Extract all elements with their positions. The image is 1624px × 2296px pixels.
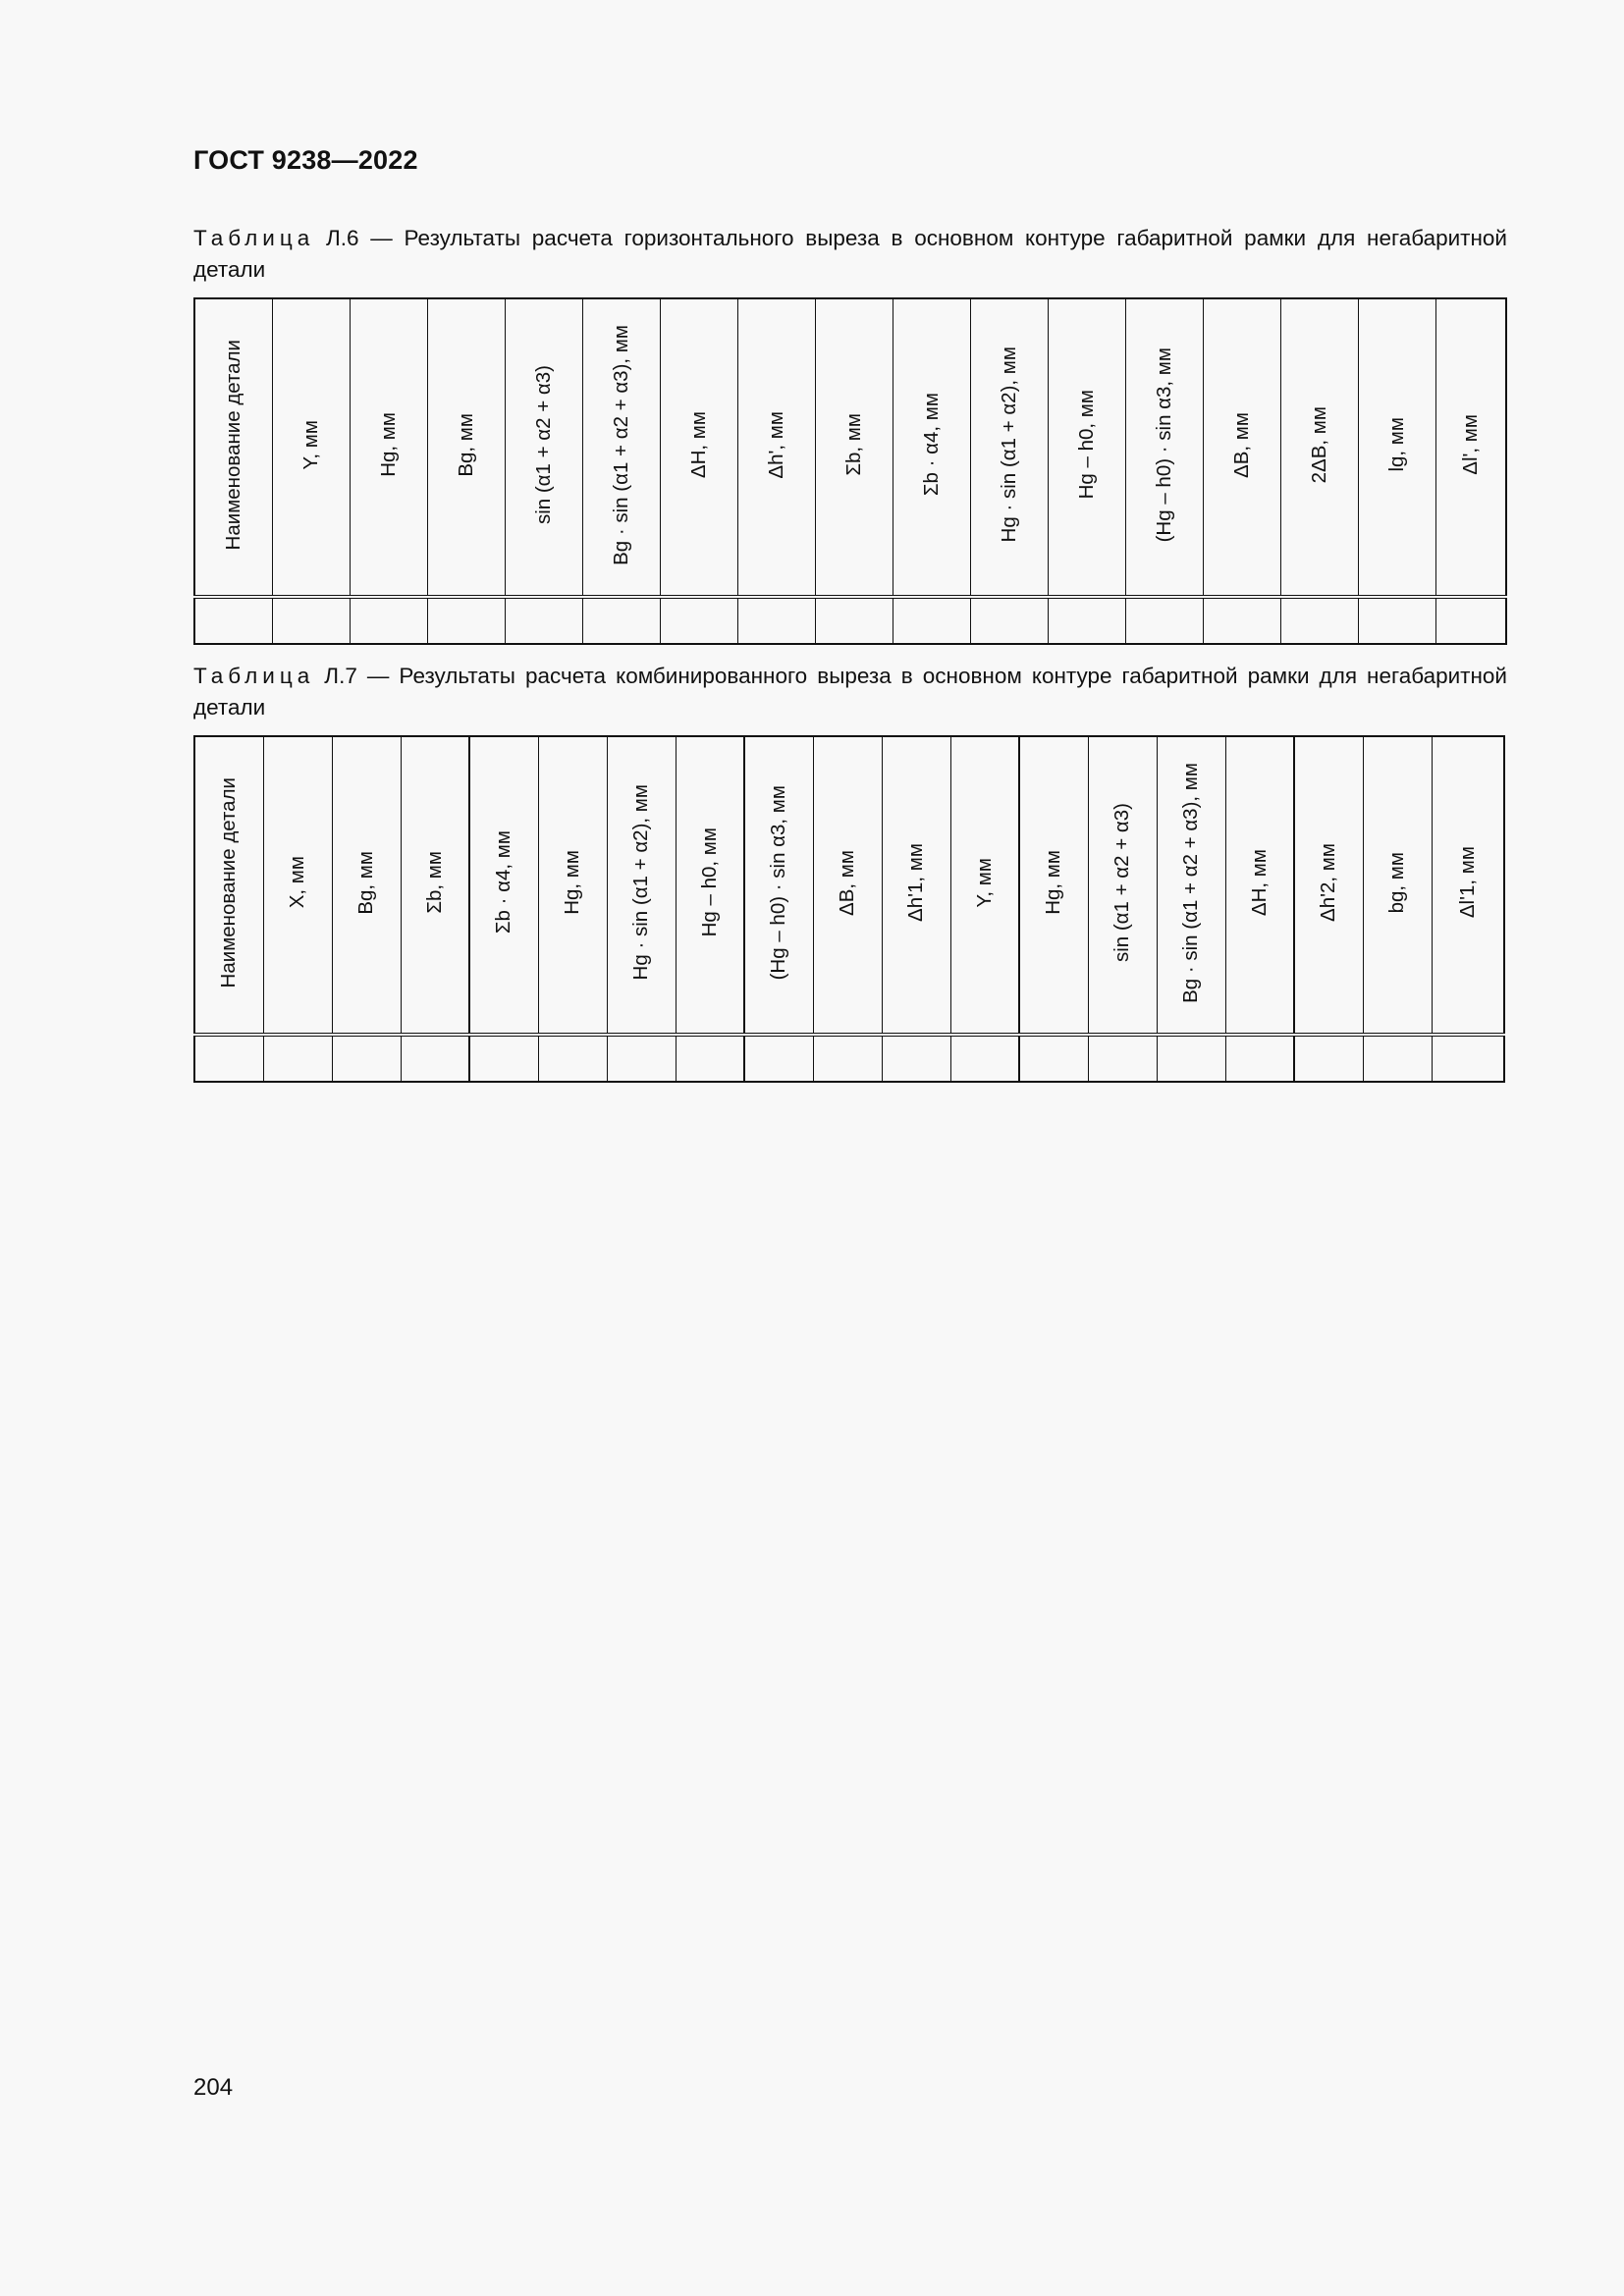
table-6-header-label: Δl', мм (1458, 414, 1482, 475)
table-7-cell (194, 1035, 263, 1082)
table-6-caption-text: Л.6 — Результаты расчета горизонтального выреза в основном контуре габаритной рамки для негабаритной детали (193, 226, 1507, 282)
table-6-header-label: Bg · sin (α1 + α2 + α3), мм (609, 324, 632, 565)
document-header: ГОСТ 9238—2022 (193, 145, 418, 175)
table-6-cell (1358, 597, 1435, 644)
table-7-header-cell (332, 736, 401, 1035)
table-7-header-cell (744, 736, 813, 1035)
table-7-header-label: ΔH, мм (1247, 848, 1271, 917)
table-6-header-row (194, 298, 1506, 597)
table-6-cell (194, 597, 272, 644)
table-6-cell (893, 597, 970, 644)
table-7-header-cell (263, 736, 332, 1035)
table-6-cell (272, 597, 350, 644)
table-6-header-cell (1280, 298, 1358, 597)
table-7-header-label: ΔB, мм (836, 849, 858, 916)
table-7-header-label: Hg · sin (α1 + α2), мм (629, 784, 652, 981)
table-7-empty-row (194, 1035, 1504, 1082)
table-6-header-label: 2ΔB, мм (1307, 405, 1330, 484)
table-7-caption (193, 661, 1507, 723)
table-7-cell (1088, 1035, 1157, 1082)
table-7-header-label: Hg – h0, мм (697, 828, 721, 937)
table-6-caption (193, 223, 1507, 286)
table-6-header-cell (194, 298, 272, 597)
table-7-header-label: (Hg – h0) · sin α3, мм (767, 784, 790, 981)
table-7-cell (1432, 1035, 1504, 1082)
table-7-header-cell (1225, 736, 1294, 1035)
table-7-caption-word: Таблица (193, 664, 315, 688)
table-7-header-label: Hg, мм (1042, 850, 1065, 915)
table-6-cell (582, 597, 660, 644)
table-6-header-label: Наименование детали (221, 339, 244, 551)
table-6-header-label: Bg, мм (454, 412, 477, 477)
table-7-header-cell (1157, 736, 1225, 1035)
table-7-header-cell (676, 736, 744, 1035)
table-6-header-cell (272, 298, 350, 597)
table-6-empty-row (194, 597, 1506, 644)
table-7-header-row (194, 736, 1504, 1035)
table-7-cell (676, 1035, 744, 1082)
table-7-header-cell (882, 736, 950, 1035)
table-7-header-label: Δl'1, мм (1455, 846, 1479, 919)
table-6-header-cell (1435, 298, 1506, 597)
table-6-cell (1203, 597, 1280, 644)
table-7-cell (1019, 1035, 1088, 1082)
table-7-header-cell (194, 736, 263, 1035)
table-6-header-cell (1203, 298, 1280, 597)
table-7-cell (1294, 1035, 1363, 1082)
table-7-cell (744, 1035, 813, 1082)
table-7-header-label: Δh'2, мм (1317, 843, 1340, 922)
table-6-cell (815, 597, 893, 644)
table-7-header-cell (1294, 736, 1363, 1035)
table-7-header-label: Σb · α4, мм (492, 830, 515, 934)
table-6-header-label: Hg, мм (376, 412, 400, 477)
table-7-cell (882, 1035, 950, 1082)
table-7-cell (469, 1035, 538, 1082)
table-7-header-label: Hg, мм (561, 850, 583, 915)
table-6-cell (1280, 597, 1358, 644)
table-6-header-cell (893, 298, 970, 597)
table-7-header-cell (607, 736, 676, 1035)
table-6-header-cell (427, 298, 505, 597)
table-7-header-label: sin (α1 + α2 + α3) (1110, 802, 1133, 963)
table-6-header-label: sin (α1 + α2 + α3) (531, 364, 555, 525)
table-7-header-cell (1088, 736, 1157, 1035)
table-6-header-label: Δh', мм (764, 410, 787, 479)
table-7-header-cell (1432, 736, 1504, 1035)
table-7-header-label: Bg, мм (354, 850, 377, 915)
table-6-header-label: Hg – h0, мм (1074, 390, 1098, 500)
table-7-cell (263, 1035, 332, 1082)
table-6-header-label: ΔB, мм (1229, 411, 1253, 478)
table-7-header-label: Y, мм (972, 857, 996, 908)
table-6-header-cell (350, 298, 427, 597)
table-7-cell (1363, 1035, 1432, 1082)
table-7-header-cell (1019, 736, 1088, 1035)
table-7-header-cell (1363, 736, 1432, 1035)
table-7-cell (401, 1035, 469, 1082)
table-7-header-label: X, мм (286, 856, 308, 909)
table-6-header-cell (660, 298, 737, 597)
table-6-cell (737, 597, 815, 644)
table-7-cell (538, 1035, 607, 1082)
table-6-header-cell (1125, 298, 1203, 597)
table-7-header-label: Σb, мм (422, 851, 446, 914)
table-6 (193, 297, 1507, 645)
table-7-header-label: Наименование детали (217, 776, 241, 988)
table-6-header-label: ΔH, мм (686, 410, 710, 479)
table-6-header-label: Σb · α4, мм (919, 393, 943, 497)
table-6-cell (970, 597, 1048, 644)
table-7-cell (1225, 1035, 1294, 1082)
table-6-header-label: Σb, мм (841, 413, 865, 476)
table-6-header-cell (737, 298, 815, 597)
table-7-header-cell (950, 736, 1019, 1035)
table-6-cell (350, 597, 427, 644)
table-6-header-cell (970, 298, 1048, 597)
table-7-header-cell (813, 736, 882, 1035)
table-7-cell (950, 1035, 1019, 1082)
table-7-caption-text: Л.7 — Результаты расчета комбинированного выреза в основном контуре габаритной рамки для негабаритной детали (193, 664, 1507, 720)
table-6-header-label: (Hg – h0) · sin α3, мм (1152, 347, 1175, 543)
table-6-cell (1435, 597, 1506, 644)
table-7-header-cell (401, 736, 469, 1035)
table-6-cell (427, 597, 505, 644)
table-7-header-label: Δh'1, мм (904, 843, 927, 922)
table-7-header-label: bg, мм (1385, 851, 1408, 914)
table-7 (193, 735, 1505, 1083)
table-6-header-cell (505, 298, 582, 597)
table-7-header-label: Bg · sin (α1 + α2 + α3), мм (1179, 762, 1202, 1003)
table-6-caption-word: Таблица (193, 226, 315, 250)
table-7-header-cell (538, 736, 607, 1035)
table-6-cell (1048, 597, 1125, 644)
table-6-header-label: Hg · sin (α1 + α2), мм (997, 347, 1020, 543)
table-6-cell (505, 597, 582, 644)
table-7-cell (332, 1035, 401, 1082)
table-6-header-label: Y, мм (298, 419, 322, 470)
table-6-header-cell (815, 298, 893, 597)
table-6-cell (1125, 597, 1203, 644)
page-number: 204 (193, 2074, 234, 2101)
table-7-cell (813, 1035, 882, 1082)
table-7-cell (607, 1035, 676, 1082)
table-6-header-cell (1358, 298, 1435, 597)
table-6-cell (660, 597, 737, 644)
table-7-cell (1157, 1035, 1225, 1082)
table-7-header-cell (469, 736, 538, 1035)
table-6-header-label: lg, мм (1384, 417, 1408, 472)
table-6-header-cell (582, 298, 660, 597)
table-6-header-cell (1048, 298, 1125, 597)
